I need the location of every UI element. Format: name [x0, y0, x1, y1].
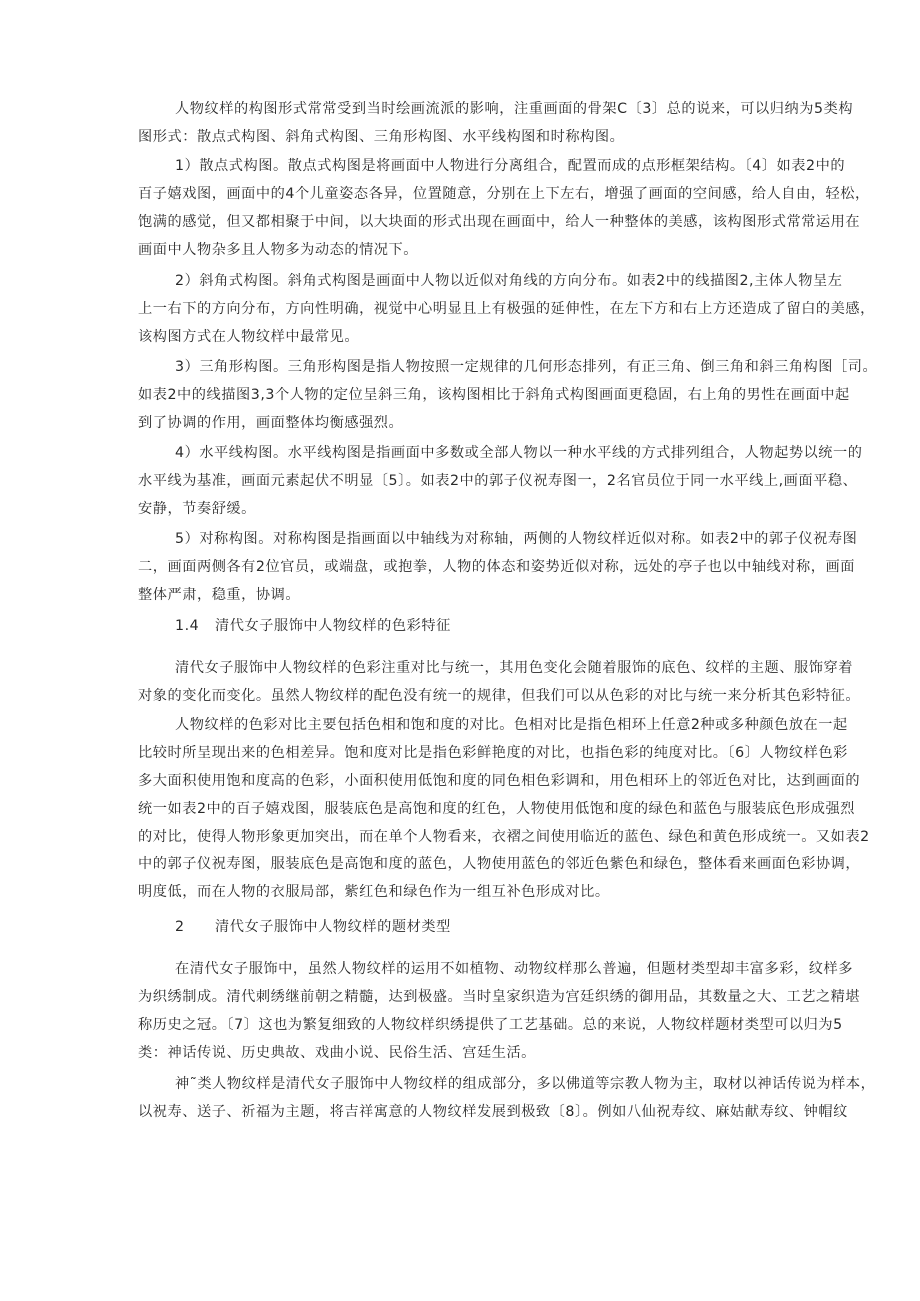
text-line: 以祝寿、送子、祈福为主题，将吉祥寓意的人物纹样发展到极致〔8〕。例如八仙祝寿纹、麻姑献寿纹、钟帽纹	[138, 1103, 848, 1120]
section-heading-2	[175, 913, 451, 941]
color-intro-paragraph	[138, 655, 861, 711]
text-line: 水平线为基准，画面元素起伏不明显〔5〕。如表2中的郭子仪祝寿图一，2名官员位于同一水平线上,画面平稳、	[138, 472, 858, 489]
text-line: 安静，节奏舒缓。	[138, 500, 256, 517]
text-line: 中的郭子仪祝寿图，服装底色是高饱和度的蓝色，人物使用蓝色的邻近色紫色和绿色，整体看来画面色彩协调，	[138, 856, 861, 873]
text-line: 神˜类人物纹样是清代女子服饰中人物纹样的组成部分，多以佛道等宗教人物为主，取材以神话传说为样本，	[175, 1076, 876, 1092]
horizontal-composition-paragraph	[138, 440, 863, 524]
text-line: 到了协调的作用，画面整体均衡感强烈。	[138, 414, 404, 431]
scatter-composition-paragraph	[138, 153, 870, 265]
text-line: 4）水平线构图。水平线构图是指画面中多数或全部人物以一种水平线的方式排列组合，人物起势以统一的	[175, 445, 863, 461]
text-line: 称历史之冠。〔7〕这也为繁复细致的人物纹样织绣提供了工艺基础。总的来说，人物纹样题材类型可以归为5	[138, 1016, 843, 1033]
text-line: 统一如表2中的百子嬉戏图，服装底色是高饱和度的红色，人物使用低饱和度的绿色和蓝色与服装底色形成强烈	[138, 800, 855, 817]
text-line: 整体严肃，稳重，协调。	[138, 586, 301, 603]
text-line: 明度低，而在人物的衣服局部，紫红色和绿色作为一组互补色形成对比。	[138, 884, 610, 901]
diagonal-composition-paragraph	[138, 268, 875, 352]
text-line: 图形式：散点式构图、斜角式构图、三角形构图、水平线构图和时称构图。	[138, 128, 625, 145]
section-number: 2	[175, 919, 185, 935]
symmetric-composition-paragraph	[138, 526, 858, 610]
text-line: 2）斜角式构图。斜角式构图是画面中人物以近似对角线的方向分布。如表2中的线描图2,主体人物呈左	[175, 273, 843, 289]
text-line: 多大面积使用饱和度高的色彩，小面积使用低饱和度的同色相色彩调和，用色相环上的邻近色对比，达到画面的	[138, 772, 861, 789]
text-line: 在清代女子服饰中，虽然人物纹样的运用不如植物、动物纹样那么普遍，但题材类型却丰富多彩，纹样多	[175, 961, 853, 977]
section-title: 清代女子服饰中人物纹样的色彩特征	[215, 618, 451, 634]
intro-paragraph	[138, 96, 854, 152]
text-line: 3）三角形构图。三角形构图是指人物按照一定规律的几何形态排列，有正三角、倒三角和斜三角构图［司。	[175, 359, 878, 375]
text-line: 二，画面两侧各有2位官员，或端盘，或抱拳，人物的体态和姿势近似对称，远处的亭子也以中轴线对称，画面	[138, 558, 855, 575]
text-line: 对象的变化而变化。虽然人物纹样的配色没有统一的规律，但我们可以从色彩的对比与统一来分析其色彩特征。	[138, 687, 861, 704]
text-line: 上一右下的方向分布，方向性明确，视觉中心明显且上有极强的延伸性，在左下方和右上方还造成了留白的美感，	[138, 300, 875, 317]
text-line: 类：神话传说、历史典故、戏曲小说、民俗生活、宫廷生活。	[138, 1044, 536, 1061]
text-line: 5）对称构图。对称构图是指画面以中轴线为对称轴，两侧的人物纹样近似对称。如表2中的郭子仪祝寿图	[175, 531, 858, 547]
text-line: 画面中人物杂多且人物多为动态的情况下。	[138, 241, 419, 258]
text-line: 百子嬉戏图，画面中的4个儿童姿态各异，位置随意，分别在上下左右，增强了画面的空间感，给人自由，轻松，	[138, 185, 870, 202]
text-line: 的对比，使得人物形象更加突出，而在单个人物看来，衣褶之间使用临近的蓝色、绿色和黄色形成统一。又如表2	[138, 828, 870, 845]
text-line: 该构图方式在人物纹样中最常见。	[138, 328, 360, 345]
section-title: 清代女子服饰中人物纹样的题材类型	[215, 919, 451, 935]
myth-theme-paragraph	[138, 1071, 876, 1127]
text-line: 为织绣制成。清代刺绣继前朝之精髓，达到极盛。当时皇家织造为宫廷织绣的御用品，其数量之大、工艺之精堪	[138, 988, 861, 1005]
text-line: 比较时所呈现出来的色相差异。饱和度对比是指色彩鲜艳度的对比，也指色彩的纯度对比。〔6〕人物纹样色彩	[138, 744, 848, 761]
text-line: 如表2中的线描图3,3个人物的定位呈斜三角，该构图相比于斜角式构图画面更稳固，右上角的男性在画面中起	[138, 386, 850, 403]
text-line: 人物纹样的色彩对比主要包括色相和饱和度的对比。色相对比是指色相环上任意2种或多种颜色放在一起	[175, 717, 848, 733]
section-heading-1-4	[175, 612, 451, 640]
text-line: 1）散点式构图。散点式构图是将画面中人物进行分离组合，配置而成的点形框架结构。〔4〕如表2中的	[175, 158, 846, 174]
section-number: 1.4	[175, 618, 200, 634]
theme-intro-paragraph	[138, 956, 861, 1068]
text-line: 饱满的感觉，但又都相聚于中间，以大块面的形式出现在画面中，给人一种整体的美感，该构图形式常常运用在	[138, 213, 861, 230]
text-line: 人物纹样的构图形式常常受到当时绘画流派的影响，注重画面的骨架C〔3〕总的说来，可以归纳为5类构	[175, 101, 854, 117]
text-line: 清代女子服饰中人物纹样的色彩注重对比与统一，其用色变化会随着服饰的底色、纹样的主题、服饰穿着	[175, 660, 853, 676]
color-contrast-paragraph	[138, 712, 870, 907]
triangle-composition-paragraph	[138, 354, 878, 438]
